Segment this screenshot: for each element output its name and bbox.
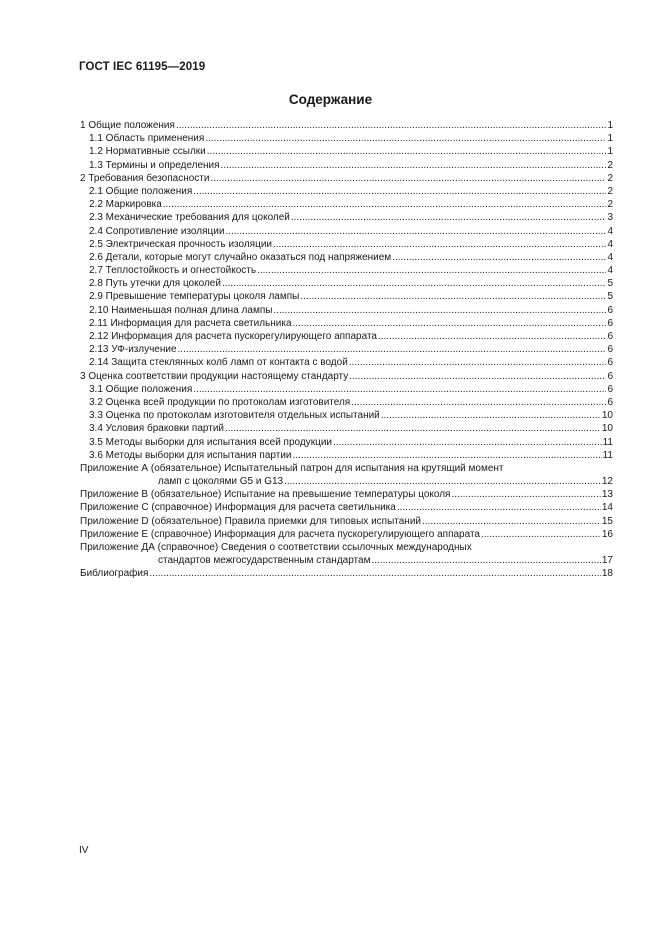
document-code: ГОСТ IEC 61195—2019 <box>79 61 206 73</box>
toc-entry[interactable] <box>80 225 613 238</box>
toc-entry-page: 2 <box>607 199 613 211</box>
toc-leader <box>80 462 613 475</box>
toc-entry[interactable] <box>80 145 613 158</box>
toc-entry-title: Приложение ДА (справочное) Сведения о соответствии ссылочных международных <box>80 542 472 553</box>
toc-entry-title: 2.9 Превышение температуры цоколя лампы <box>89 291 300 303</box>
toc-entry-title: Приложение В (обязательное) Испытание на превышение температуры цоколя <box>80 489 451 501</box>
toc-entry[interactable] <box>80 554 613 567</box>
toc-leader <box>80 541 613 554</box>
toc-leader <box>89 251 613 264</box>
toc-leader <box>80 488 613 501</box>
toc-leader <box>89 198 613 211</box>
toc-entry[interactable] <box>80 159 613 172</box>
toc-entry[interactable] <box>80 356 613 369</box>
page-number: IV <box>79 845 89 856</box>
toc-leader <box>89 449 613 462</box>
toc-entry[interactable] <box>80 211 613 224</box>
toc-entry-page: 18 <box>601 568 613 580</box>
toc-entry-page: 1 <box>607 133 613 145</box>
toc-entry-title: 2.13 УФ-излучение <box>89 344 177 356</box>
toc-entry[interactable] <box>80 567 613 580</box>
toc-entry-title: ламп с цоколями G5 и G13 <box>158 476 284 488</box>
toc-entry-title: 3.1 Общие положения <box>89 383 193 395</box>
toc-leader <box>80 567 613 580</box>
toc-entry-page: 1 <box>607 120 613 131</box>
toc-leader <box>80 501 613 514</box>
toc-leader <box>89 132 613 145</box>
toc-entry[interactable] <box>80 515 613 528</box>
toc-leader <box>89 409 613 422</box>
toc-entry-page: 4 <box>607 238 613 250</box>
toc-entry-page: 14 <box>601 502 613 514</box>
toc-entry-page: 6 <box>607 370 613 382</box>
toc-entry-page: 5 <box>607 278 613 290</box>
toc-entry-title: 1 Общие положения <box>80 120 175 131</box>
toc-leader <box>89 238 613 251</box>
toc-leader <box>89 304 613 317</box>
toc-entry-page: 6 <box>607 383 613 395</box>
toc-entry-title: 2.1 Общие положения <box>89 185 193 197</box>
toc-entry-page: 5 <box>607 291 613 303</box>
toc-leader <box>89 185 613 198</box>
toc-leader <box>89 225 613 238</box>
toc-leader <box>89 290 613 303</box>
toc-leader <box>89 264 613 277</box>
toc-entry-title: 2.14 Защита стеклянных колб ламп от контакта с водой <box>89 357 348 369</box>
toc-leader <box>89 159 613 172</box>
toc-entry[interactable] <box>80 198 613 211</box>
toc-leader <box>89 330 613 343</box>
toc-entry[interactable] <box>80 409 613 422</box>
toc-entry-page: 4 <box>607 225 613 237</box>
toc-entry-title: 3.6 Методы выборки для испытания партии <box>89 449 292 461</box>
toc-entry-page: 2 <box>607 185 613 197</box>
toc-leader <box>80 172 613 185</box>
toc-entry-page: 13 <box>601 489 613 501</box>
toc-entry-page: 6 <box>607 396 613 408</box>
toc-leader <box>89 396 613 409</box>
toc-leader <box>89 277 613 290</box>
toc-entry-page: 11 <box>602 449 613 461</box>
toc-leader <box>89 383 613 396</box>
toc-entry-page: 4 <box>607 265 613 277</box>
toc-entry[interactable] <box>80 343 613 356</box>
table-of-contents <box>80 119 613 581</box>
toc-entry[interactable] <box>80 304 613 317</box>
toc-entry[interactable] <box>80 238 613 251</box>
toc-leader <box>89 422 613 435</box>
toc-entry-title: 3.2 Оценка всей продукции по протоколам изготовителя <box>89 396 351 408</box>
toc-leader <box>80 515 613 528</box>
toc-leader <box>89 436 613 449</box>
toc-entry[interactable] <box>80 330 613 343</box>
toc-entry-title: 2.8 Путь утечки для цоколей <box>89 278 221 290</box>
toc-entry-title: 2.6 Детали, которые могут случайно оказаться под напряжением <box>89 251 392 263</box>
toc-entry-title: 2.10 Наименьшая полная длина лампы <box>89 304 273 316</box>
toc-entry[interactable] <box>80 383 613 396</box>
toc-entry-page: 11 <box>602 436 613 448</box>
toc-entry[interactable] <box>80 172 613 185</box>
toc-entry-title: Приложение D (обязательное) Правила приемки для типовых испытаний <box>80 515 421 527</box>
toc-entry[interactable] <box>80 501 613 514</box>
toc-entry-page: 2 <box>607 172 613 184</box>
toc-entry[interactable] <box>80 396 613 409</box>
toc-entry[interactable] <box>80 436 613 449</box>
toc-entry-title: 3.5 Методы выборки для испытания всей продукции <box>89 436 332 448</box>
toc-entry-title: Приложение А (обязательное) Испытательный патрон для испытания на крутящий момент <box>80 462 504 474</box>
toc-entry-page: 4 <box>607 251 613 263</box>
toc-entry-title: стандартов межгосударственным стандартам <box>158 555 371 567</box>
toc-entry-page: 16 <box>601 528 613 540</box>
toc-entry-title: 2.2 Маркировка <box>89 199 162 211</box>
toc-entry-title: 2.4 Сопротивление изоляции <box>89 225 225 237</box>
toc-entry[interactable] <box>80 462 613 475</box>
toc-entry-title: 2.12 Информация для расчета пускорегулирующего аппарата <box>89 331 377 342</box>
toc-entry[interactable] <box>80 370 613 383</box>
toc-leader <box>80 528 613 541</box>
toc-entry[interactable] <box>80 488 613 501</box>
toc-entry[interactable] <box>80 422 613 435</box>
toc-entry-title: 2.7 Теплостойкость и огнестойкость <box>89 265 257 277</box>
toc-entry[interactable] <box>80 264 613 277</box>
toc-entry-page: 6 <box>607 317 613 329</box>
toc-entry[interactable] <box>80 317 613 330</box>
toc-entry-title: 2.5 Электрическая прочность изоляции <box>89 238 272 250</box>
toc-entry-title: Приложение С (справочное) Информация для расчета светильника <box>80 502 396 514</box>
toc-title: Содержание <box>288 92 373 107</box>
toc-entry[interactable] <box>80 132 613 145</box>
toc-entry[interactable] <box>80 251 613 264</box>
toc-entry-title: 3.3 Оценка по протоколам изготовителя отдельных испытаний <box>89 410 380 422</box>
toc-entry-title: Приложение Е (справочное) Информация для расчета пускорегулирующего аппарата <box>80 528 480 540</box>
toc-entry-title: 3.4 Условия браковки партий <box>89 423 224 435</box>
toc-leader <box>89 211 613 224</box>
toc-entry-title: 2 Требования безопасности <box>80 172 210 184</box>
toc-entry-page: 1 <box>607 146 613 158</box>
toc-entry-page: 15 <box>601 515 613 527</box>
toc-entry[interactable] <box>80 528 613 541</box>
toc-entry-title: 2.11 Информация для расчета светильника <box>89 317 292 329</box>
toc-entry-page: 17 <box>601 555 613 567</box>
toc-entry[interactable] <box>80 449 613 462</box>
toc-entry-page: 6 <box>607 344 613 356</box>
toc-entry-page: 10 <box>601 410 613 422</box>
toc-entry-page: 12 <box>601 476 613 488</box>
toc-entry[interactable] <box>80 119 613 132</box>
toc-entry[interactable] <box>80 475 613 488</box>
toc-entry-page: 2 <box>607 159 613 171</box>
toc-entry-title: 3 Оценка соответствии продукции настоящему стандарту <box>80 370 349 382</box>
toc-leader <box>89 145 613 158</box>
toc-entry-title: Библиография <box>80 568 149 580</box>
toc-entry-title: 1.1 Область применения <box>89 133 205 145</box>
toc-entry-page: 6 <box>607 304 613 316</box>
toc-leader <box>80 119 613 132</box>
toc-entry-page: 6 <box>607 357 613 369</box>
toc-leader <box>158 475 613 488</box>
toc-entry-page: 6 <box>607 331 613 342</box>
toc-leader <box>89 317 613 330</box>
toc-entry[interactable] <box>80 541 613 554</box>
toc-entry[interactable] <box>80 290 613 303</box>
toc-entry-title: 1.3 Термины и определения <box>89 159 220 171</box>
toc-entry-title: 2.3 Механические требования для цоколей <box>89 212 290 224</box>
toc-entry[interactable] <box>80 277 613 290</box>
toc-leader <box>158 554 613 567</box>
toc-entry[interactable] <box>80 185 613 198</box>
toc-entry-page: 10 <box>601 423 613 435</box>
toc-leader <box>80 370 613 383</box>
toc-leader <box>89 356 613 369</box>
toc-entry-title: 1.2 Нормативные ссылки <box>89 146 206 158</box>
toc-entry-page: 3 <box>607 212 613 224</box>
toc-leader <box>89 343 613 356</box>
